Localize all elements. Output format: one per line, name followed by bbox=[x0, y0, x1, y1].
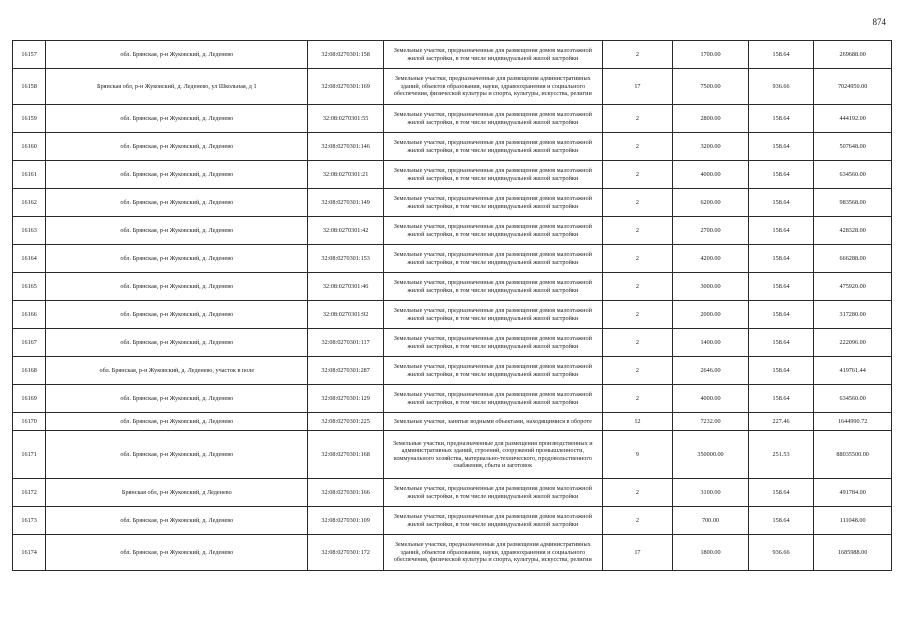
cadastral-number-cell: 32:08:0270301:129 bbox=[308, 385, 384, 413]
registry-body bbox=[13, 41, 892, 571]
land-use-cell: Земельные участки, предназначенные для размещения домов малоэтажной жилой застройки, в том числе индивидуальной жилой застройки bbox=[383, 161, 602, 189]
table-row bbox=[13, 133, 892, 161]
cadastral-value-cell: 634560.00 bbox=[814, 385, 892, 413]
rate-cell: 158.64 bbox=[748, 329, 814, 357]
table-row bbox=[13, 507, 892, 535]
area-cell: 3100.00 bbox=[673, 479, 749, 507]
cadastral-number-cell: 32:08:0270301:158 bbox=[308, 41, 384, 69]
row-number: 16171 bbox=[13, 431, 46, 479]
address-cell: обл. Брянская, р-н Жуковский, д. Леденево bbox=[46, 273, 308, 301]
land-use-cell: Земельные участки, предназначенные для размещения производственных и административных зданий, строений, сооружений промышленности, коммунального хозяйства, материально-технического, продовольственного снабжения, сбыта и заготовок bbox=[383, 431, 602, 479]
address-cell: обл. Брянская, р-н Жуковский, д. Леденево bbox=[46, 245, 308, 273]
group-cell: 2 bbox=[602, 357, 673, 385]
area-cell: 1700.00 bbox=[673, 41, 749, 69]
address-cell: обл. Брянская, р-н Жуковский, д. Леденево bbox=[46, 105, 308, 133]
group-cell: 9 bbox=[602, 431, 673, 479]
address-cell: обл. Брянская, р-н Жуковский, д. Леденево bbox=[46, 301, 308, 329]
cadastral-number-cell: 32:08:0270301:92 bbox=[308, 301, 384, 329]
land-use-cell: Земельные участки, предназначенные для размещения домов малоэтажной жилой застройки, в том числе индивидуальной жилой застройки bbox=[383, 329, 602, 357]
row-number: 16166 bbox=[13, 301, 46, 329]
cadastral-value-cell: 444192.00 bbox=[814, 105, 892, 133]
rate-cell: 158.64 bbox=[748, 245, 814, 273]
group-cell: 2 bbox=[602, 161, 673, 189]
group-cell: 2 bbox=[602, 41, 673, 69]
rate-cell: 158.64 bbox=[748, 161, 814, 189]
rate-cell: 158.64 bbox=[748, 217, 814, 245]
area-cell: 1800.00 bbox=[673, 535, 749, 571]
cadastral-value-cell: 222096.00 bbox=[814, 329, 892, 357]
cadastral-number-cell: 32:08:0270301:109 bbox=[308, 507, 384, 535]
cadastral-value-cell: 1685988.00 bbox=[814, 535, 892, 571]
group-cell: 2 bbox=[602, 479, 673, 507]
land-use-cell: Земельные участки, предназначенные для размещения домов малоэтажной жилой застройки, в том числе индивидуальной жилой застройки bbox=[383, 41, 602, 69]
row-number: 16164 bbox=[13, 245, 46, 273]
land-use-cell: Земельные участки, предназначенные для размещения домов малоэтажной жилой застройки, в том числе индивидуальной жилой застройки bbox=[383, 245, 602, 273]
address-cell: обл. Брянская, р-н Жуковский, д. Леденево, участок в поле bbox=[46, 357, 308, 385]
cadastral-value-cell: 419761.44 bbox=[814, 357, 892, 385]
land-use-cell: Земельные участки, предназначенные для размещения домов малоэтажной жилой застройки, в том числе индивидуальной жилой застройки bbox=[383, 385, 602, 413]
page-number: 874 bbox=[872, 17, 886, 27]
area-cell: 2000.00 bbox=[673, 301, 749, 329]
land-use-cell: Земельные участки, предназначенные для размещения домов малоэтажной жилой застройки, в том числе индивидуальной жилой застройки bbox=[383, 301, 602, 329]
rate-cell: 158.64 bbox=[748, 189, 814, 217]
land-use-cell: Земельные участки, предназначенные для размещения административных зданий, объектов образования, науки, здравоохранения и социального обеспечения, физической культуры и спорта, культуры, искусства, религии bbox=[383, 535, 602, 571]
rate-cell: 158.64 bbox=[748, 133, 814, 161]
row-number: 16173 bbox=[13, 507, 46, 535]
cadastral-number-cell: 32:08:0270301:55 bbox=[308, 105, 384, 133]
land-use-cell: Земельные участки, предназначенные для размещения домов малоэтажной жилой застройки, в том числе индивидуальной жилой застройки bbox=[383, 273, 602, 301]
cadastral-value-cell: 983568.00 bbox=[814, 189, 892, 217]
table-row bbox=[13, 479, 892, 507]
group-cell: 2 bbox=[602, 105, 673, 133]
group-cell: 2 bbox=[602, 385, 673, 413]
group-cell: 2 bbox=[602, 273, 673, 301]
table-row bbox=[13, 273, 892, 301]
cadastral-value-cell: 475920.00 bbox=[814, 273, 892, 301]
cadastral-number-cell: 32:08:0270301:225 bbox=[308, 413, 384, 431]
cadastral-value-cell: 269688.00 bbox=[814, 41, 892, 69]
cadastral-value-cell: 666288.00 bbox=[814, 245, 892, 273]
table-row bbox=[13, 413, 892, 431]
cadastral-number-cell: 32:08:0270301:168 bbox=[308, 431, 384, 479]
table-row bbox=[13, 535, 892, 571]
land-use-cell: Земельные участки, предназначенные для размещения домов малоэтажной жилой застройки, в том числе индивидуальной жилой застройки bbox=[383, 357, 602, 385]
table-row bbox=[13, 161, 892, 189]
land-use-cell: Земельные участки, предназначенные для размещения домов малоэтажной жилой застройки, в том числе индивидуальной жилой застройки bbox=[383, 217, 602, 245]
group-cell: 2 bbox=[602, 189, 673, 217]
cadastral-number-cell: 32:08:0270301:172 bbox=[308, 535, 384, 571]
row-number: 16163 bbox=[13, 217, 46, 245]
rate-cell: 158.64 bbox=[748, 273, 814, 301]
table-row bbox=[13, 301, 892, 329]
cadastral-value-cell: 634560.00 bbox=[814, 161, 892, 189]
cadastral-value-cell: 7024950.00 bbox=[814, 69, 892, 105]
address-cell: Брянская обл, р-н Жуковский, д. Леденево, ул Школьная, д 1 bbox=[46, 69, 308, 105]
row-number: 16172 bbox=[13, 479, 46, 507]
area-cell: 4200.00 bbox=[673, 245, 749, 273]
area-cell: 1400.00 bbox=[673, 329, 749, 357]
group-cell: 17 bbox=[602, 69, 673, 105]
table-row bbox=[13, 69, 892, 105]
table-row bbox=[13, 41, 892, 69]
cadastral-number-cell: 32:08:0270301:149 bbox=[308, 189, 384, 217]
rate-cell: 251.53 bbox=[748, 431, 814, 479]
area-cell: 350000.00 bbox=[673, 431, 749, 479]
rate-cell: 227.46 bbox=[748, 413, 814, 431]
rate-cell: 158.64 bbox=[748, 105, 814, 133]
cadastral-number-cell: 32:08:0270301:166 bbox=[308, 479, 384, 507]
address-cell: обл. Брянская, р-н Жуковский, д. Леденево bbox=[46, 41, 308, 69]
cadastral-number-cell: 32:08:0270301:46 bbox=[308, 273, 384, 301]
rate-cell: 158.64 bbox=[748, 385, 814, 413]
area-cell: 3200.00 bbox=[673, 133, 749, 161]
rate-cell: 936.66 bbox=[748, 69, 814, 105]
group-cell: 2 bbox=[602, 329, 673, 357]
land-use-cell: Земельные участки, предназначенные для размещения домов малоэтажной жилой застройки, в том числе индивидуальной жилой застройки bbox=[383, 189, 602, 217]
group-cell: 12 bbox=[602, 413, 673, 431]
area-cell: 2800.00 bbox=[673, 105, 749, 133]
row-number: 16168 bbox=[13, 357, 46, 385]
land-use-cell: Земельные участки, занятые водными объектами, находящимися в обороте bbox=[383, 413, 602, 431]
address-cell: обл. Брянская, р-н Жуковский, д. Леденево bbox=[46, 133, 308, 161]
row-number: 16161 bbox=[13, 161, 46, 189]
table-row bbox=[13, 217, 892, 245]
rate-cell: 936.66 bbox=[748, 535, 814, 571]
group-cell: 2 bbox=[602, 245, 673, 273]
address-cell: обл. Брянская, р-н Жуковский, д. Леденево bbox=[46, 161, 308, 189]
table-row bbox=[13, 189, 892, 217]
group-cell: 2 bbox=[602, 133, 673, 161]
group-cell: 2 bbox=[602, 301, 673, 329]
address-cell: обл. Брянская, р-н Жуковский, д. Леденево bbox=[46, 385, 308, 413]
address-cell: обл. Брянская, р-н Жуковский, д. Леденево bbox=[46, 431, 308, 479]
cadastral-value-cell: 428328.00 bbox=[814, 217, 892, 245]
address-cell: обл. Брянская, р-н Жуковский, д. Леденево bbox=[46, 507, 308, 535]
cadastral-number-cell: 32:08:0270301:42 bbox=[308, 217, 384, 245]
address-cell: обл. Брянская, р-н Жуковский, д. Леденево bbox=[46, 535, 308, 571]
rate-cell: 158.64 bbox=[748, 41, 814, 69]
row-number: 16159 bbox=[13, 105, 46, 133]
cadastral-number-cell: 32:08:0270301:169 bbox=[308, 69, 384, 105]
group-cell: 2 bbox=[602, 217, 673, 245]
group-cell: 2 bbox=[602, 507, 673, 535]
land-registry-table bbox=[12, 40, 892, 571]
rate-cell: 158.64 bbox=[748, 507, 814, 535]
table-row bbox=[13, 431, 892, 479]
rate-cell: 158.64 bbox=[748, 479, 814, 507]
table-row bbox=[13, 105, 892, 133]
cadastral-value-cell: 507648.00 bbox=[814, 133, 892, 161]
table-row bbox=[13, 385, 892, 413]
area-cell: 7500.00 bbox=[673, 69, 749, 105]
area-cell: 4000.00 bbox=[673, 161, 749, 189]
table-row bbox=[13, 245, 892, 273]
land-use-cell: Земельные участки, предназначенные для размещения домов малоэтажной жилой застройки, в том числе индивидуальной жилой застройки bbox=[383, 105, 602, 133]
address-cell: обл. Брянская, р-н Жуковский, д. Леденево bbox=[46, 329, 308, 357]
area-cell: 700.00 bbox=[673, 507, 749, 535]
land-use-cell: Земельные участки, предназначенные для размещения домов малоэтажной жилой застройки, в том числе индивидуальной жилой застройки bbox=[383, 133, 602, 161]
table-row bbox=[13, 357, 892, 385]
cadastral-number-cell: 32:08:0270301:117 bbox=[308, 329, 384, 357]
area-cell: 3000.00 bbox=[673, 273, 749, 301]
row-number: 16157 bbox=[13, 41, 46, 69]
row-number: 16174 bbox=[13, 535, 46, 571]
area-cell: 2646.00 bbox=[673, 357, 749, 385]
land-use-cell: Земельные участки, предназначенные для размещения домов малоэтажной жилой застройки, в том числе индивидуальной жилой застройки bbox=[383, 479, 602, 507]
cadastral-number-cell: 32:08:0270301:146 bbox=[308, 133, 384, 161]
address-cell: обл. Брянская, р-н Жуковский, д. Леденево bbox=[46, 413, 308, 431]
rate-cell: 158.64 bbox=[748, 357, 814, 385]
row-number: 16167 bbox=[13, 329, 46, 357]
land-use-cell: Земельные участки, предназначенные для размещения административных зданий, объектов образования, науки, здравоохранения и социального обеспечения, физической культуры и спорта, культуры, искусства, религии bbox=[383, 69, 602, 105]
rate-cell: 158.64 bbox=[748, 301, 814, 329]
address-cell: Брянская обл, р-н Жуковский, д Леденево bbox=[46, 479, 308, 507]
area-cell: 2700.00 bbox=[673, 217, 749, 245]
row-number: 16162 bbox=[13, 189, 46, 217]
row-number: 16158 bbox=[13, 69, 46, 105]
area-cell: 7232.00 bbox=[673, 413, 749, 431]
cadastral-value-cell: 491784.00 bbox=[814, 479, 892, 507]
row-number: 16165 bbox=[13, 273, 46, 301]
row-number: 16169 bbox=[13, 385, 46, 413]
cadastral-value-cell: 111048.00 bbox=[814, 507, 892, 535]
area-cell: 6200.00 bbox=[673, 189, 749, 217]
address-cell: обл. Брянская, р-н Жуковский, д. Леденево bbox=[46, 189, 308, 217]
cadastral-number-cell: 32:08:0270301:21 bbox=[308, 161, 384, 189]
row-number: 16170 bbox=[13, 413, 46, 431]
land-use-cell: Земельные участки, предназначенные для размещения домов малоэтажной жилой застройки, в том числе индивидуальной жилой застройки bbox=[383, 507, 602, 535]
area-cell: 4000.00 bbox=[673, 385, 749, 413]
address-cell: обл. Брянская, р-н Жуковский, д. Леденево bbox=[46, 217, 308, 245]
cadastral-value-cell: 88035500.00 bbox=[814, 431, 892, 479]
row-number: 16160 bbox=[13, 133, 46, 161]
cadastral-number-cell: 32:08:0270301:287 bbox=[308, 357, 384, 385]
cadastral-value-cell: 317280.00 bbox=[814, 301, 892, 329]
group-cell: 17 bbox=[602, 535, 673, 571]
table-row bbox=[13, 329, 892, 357]
cadastral-value-cell: 1644990.72 bbox=[814, 413, 892, 431]
cadastral-number-cell: 32:08:0270301:153 bbox=[308, 245, 384, 273]
